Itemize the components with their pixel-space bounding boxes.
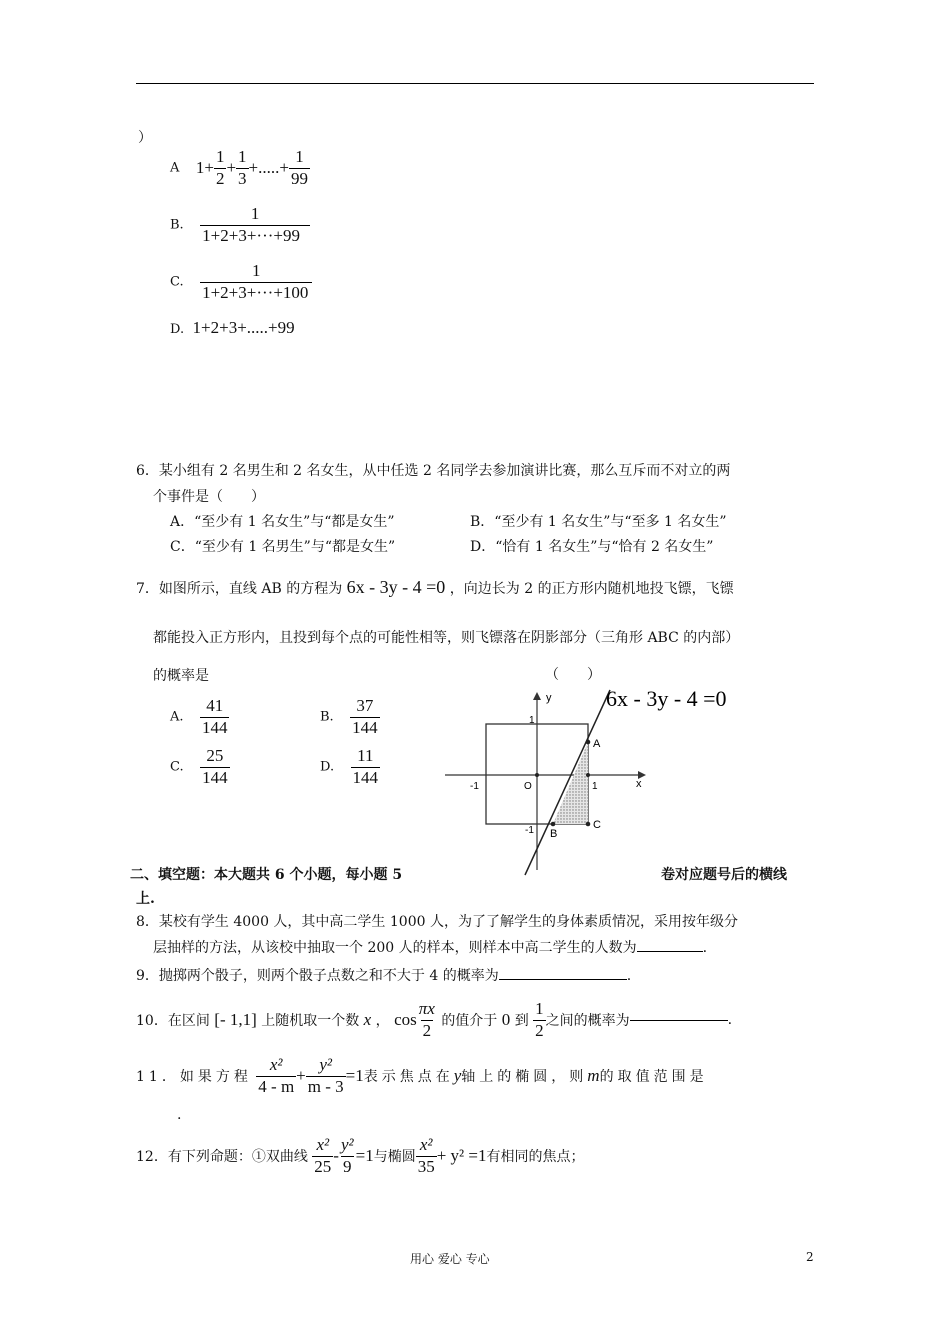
- answer-blank: [630, 1020, 728, 1021]
- fraction: $\frac{1}{1+2+3+\cdot\cdot\cdot+99}$: [200, 205, 310, 245]
- expr-part: 1+: [195, 158, 214, 178]
- q7-option-b: B. $\frac{37}{144}$: [320, 696, 378, 737]
- q9-line: 9．抛掷两个骰子，则两个骰子点数之和不大于 4 的概率为 .: [136, 968, 632, 984]
- option-label: A: [170, 160, 180, 176]
- q8-line1: 8．某校有学生 4000 人，其中高二学生 1000 人，为了了解学生的身体素质情况，采用按年级分: [136, 914, 738, 930]
- option-label: D.: [170, 322, 185, 337]
- fraction: $\frac{\text{y²}}{9}$: [340, 1135, 354, 1176]
- axis-dot: [586, 773, 590, 777]
- q6-line1: 6．某小组有 2 名男生和 2 名女生，从中任选 2 名同学去参加演讲比赛，那么互斥而不对立的两: [136, 463, 731, 479]
- y-label: y: [546, 692, 552, 704]
- tick-label: -1: [470, 781, 479, 792]
- fraction: $\frac{1}{1+2+3+\cdot\cdot\cdot+100}$: [200, 262, 312, 302]
- q8-line2: 层抽样的方法，从该校中抽取一个 200 人的样本，则样本中高二学生的人数为 .: [153, 940, 708, 956]
- figure-equation: 6x - 3y - 4 =0: [606, 686, 727, 711]
- q5-option-a: A 1+ $\frac{1}{2}$ + $\frac{1}{3}$ +.....+ $\frac{1}{99}$: [170, 147, 308, 188]
- fraction: $\frac{\text{y²}}{m - 3}$: [307, 1055, 344, 1096]
- q6-option-b: B．“至少有 1 名女生”与“至多 1 名女生”: [470, 514, 727, 530]
- page-number: 2: [806, 1250, 814, 1264]
- q5-close-paren: ）: [138, 130, 152, 146]
- fraction: $\frac{\pi x}{2}$: [418, 999, 435, 1040]
- q11-end: .: [177, 1107, 182, 1123]
- tick-label: 1: [529, 715, 535, 726]
- answer-blank: [637, 951, 703, 952]
- tick-label: 1: [592, 781, 598, 792]
- option-label: B.: [170, 217, 184, 233]
- label-b: B: [550, 828, 558, 840]
- q7-line2: 都能投入正方形内，且投到每个点的可能性相等，则飞镖落在阴影部分（三角形 ABC 的内部）: [153, 630, 740, 646]
- point-a: [586, 740, 591, 745]
- fraction: $\frac{1}{99}$: [290, 147, 308, 188]
- q6-option-a: A．“至少有 1 名女生”与“都是女生”: [170, 514, 395, 530]
- fraction: $\frac{\text{x²}}{35}$: [417, 1135, 435, 1176]
- q6-option-c: C．“至少有 1 名男生”与“都是女生”: [170, 539, 396, 555]
- q11-line: 11．如果方程 $\frac{\text{x²}}{4 - m}$ + $\frac{\text{y²}}{m - 3}$ =1表示焦点在y轴上的椭圆，则m的取值范围是: [136, 1055, 708, 1096]
- q7-equation: 6x - 3y - 4 =0: [346, 577, 446, 597]
- tick-label: -1: [525, 825, 534, 836]
- point-c: [586, 822, 591, 827]
- section2-heading-line2: 上.: [136, 891, 155, 907]
- option-label: C.: [170, 274, 184, 290]
- fraction: $\frac{\text{x²}}{4 - m}$: [258, 1055, 295, 1096]
- label-a: A: [593, 738, 601, 750]
- q6-option-d: D．“恰有 1 名女生”与“恰有 2 名女生”: [470, 539, 714, 555]
- fraction: $\frac{1}{3}$: [238, 147, 247, 188]
- q7-paren: （ ）: [545, 667, 601, 683]
- fraction: $\frac{1}{2}$: [535, 999, 544, 1040]
- x-label: x: [636, 778, 642, 790]
- q7-line3: 的概率是: [153, 668, 209, 684]
- q5-option-b: [170, 205, 310, 245]
- fraction: $\frac{1}{2}$: [215, 147, 225, 188]
- section2-heading-left: 二、填空题：本大题共 6 个小题，每小题 5: [130, 867, 403, 883]
- answer-blank: [499, 979, 627, 980]
- q12-line: 12．有下列命题：①双曲线 $\frac{\text{x²}}{25}$ - $\frac{\text{y²}}{9}$ =1与椭圆 $\frac{\text{x²}}{35}$ + y² =1有相同的焦点；: [136, 1135, 585, 1176]
- q7-option-a: A. $\frac{41}{144}$: [170, 696, 228, 737]
- section2-heading-right: 卷对应题号后的横线: [661, 867, 787, 883]
- shaded-triangle: [553, 742, 588, 824]
- q7-option-d: D. $\frac{11}{144}$: [320, 746, 379, 787]
- q7-line1: 7．如图所示，直线 AB 的方程为 6x - 3y - 4 =0 ，向边长为 2 的正方形内随机地投飞镖，飞镖: [136, 577, 734, 597]
- header-rule: [136, 83, 814, 84]
- origin-dot: [535, 773, 539, 777]
- q5-option-c: [170, 262, 312, 302]
- fraction: $\frac{11}{144}$: [352, 746, 379, 787]
- q7-figure: [440, 680, 760, 880]
- fraction: $\frac{25}{144}$: [202, 746, 228, 787]
- fraction: $\frac{37}{144}$: [352, 696, 378, 737]
- q7-option-c: C. $\frac{25}{144}$: [170, 746, 228, 787]
- origin-label: O: [524, 781, 532, 792]
- q10-line: 10．在区间 [- 1,1] 上随机取一个数 x ， cos $\frac{\pi x}{2}$ 的值介于 0 到 $\frac{1}{2}$ 之间的概率为 .: [136, 999, 733, 1040]
- footer-text: 用心 爱心 专心: [410, 1252, 490, 1266]
- q6-line2: 个事件是（ ）: [153, 489, 265, 505]
- y-arrow-icon: [533, 692, 541, 700]
- fraction: $\frac{\text{x²}}{25}$: [314, 1135, 332, 1176]
- fraction: $\frac{41}{144}$: [201, 696, 228, 737]
- point-b: [551, 822, 556, 827]
- label-c: C: [593, 819, 601, 831]
- q5-option-d: D. 1+2+3+.....+99: [170, 318, 295, 337]
